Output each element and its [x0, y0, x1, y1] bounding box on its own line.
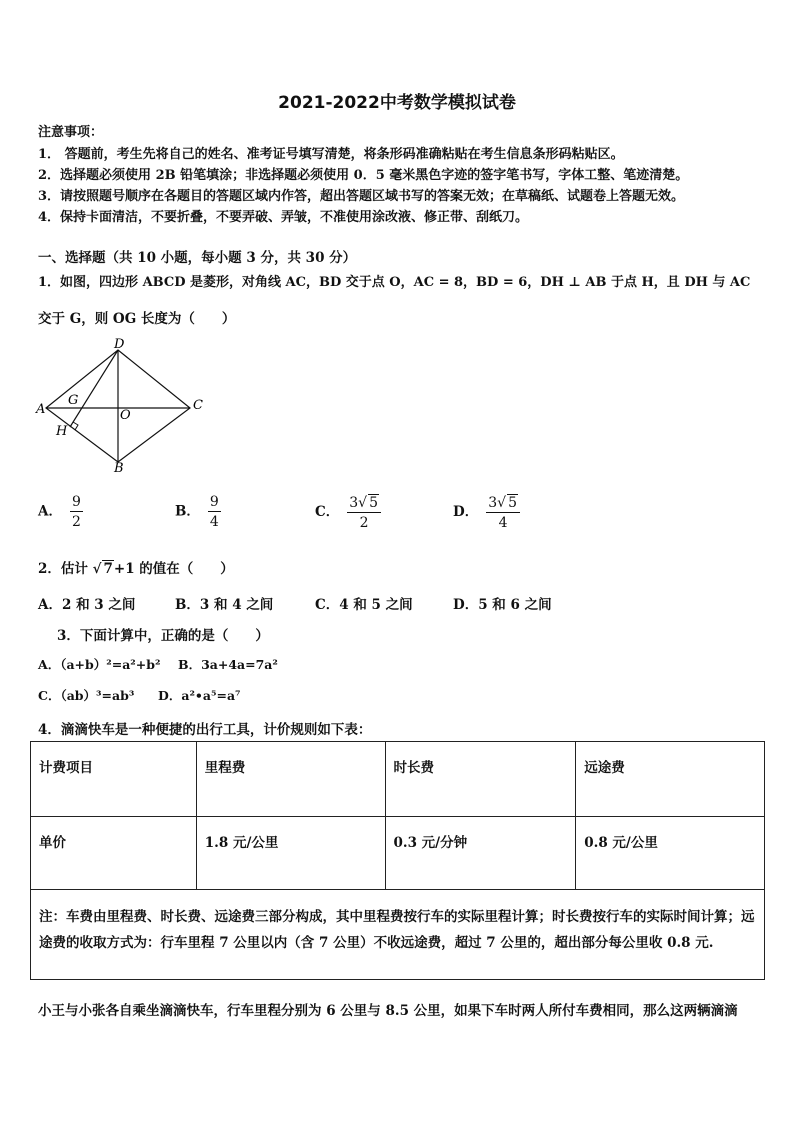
table-cell: 单价	[31, 817, 197, 890]
q2-option-d[interactable]: D．5 和 6 之间	[453, 597, 552, 613]
label-d: D	[114, 338, 125, 352]
q2-option-b[interactable]: B．3 和 4 之间	[175, 597, 274, 613]
note-item: 3．请按照题号顺序在各题目的答题区域内作答，超出答题区域书写的答案无效；在草稿纸、试题卷上答题无效。	[38, 189, 685, 204]
note-item: 1． 答题前，考生先将自己的姓名、准考证号填写清楚，将条形码准确粘贴在考生信息条形码粘贴区。	[38, 147, 624, 162]
table-row	[31, 817, 765, 890]
section-heading: 一、选择题（共 10 小题，每小题 3 分，共 30 分）	[38, 250, 357, 266]
label-g: G	[68, 393, 79, 408]
q1-option-b[interactable]: B． $\frac{9}{4}$	[175, 494, 219, 530]
q1-stem-line2: 交于 G，则 OG 长度为（ ）	[38, 311, 236, 327]
q4-continuation: 小王与小张各自乘坐滴滴快车，行车里程分别为 6 公里与 8.5 公里，如果下车时两人所付车费相同，那么这两辆滴滴	[38, 1003, 738, 1019]
q1-stem-line1: 1．如图，四边形 ABCD 是菱形，对角线 AC，BD 交于点 O，AC = 8，BD = 6，DH ⊥ AB 于点 H，且 DH 与 AC	[38, 275, 751, 290]
table-cell: 0.3 元/分钟	[385, 817, 576, 890]
table-header-cell: 时长费	[385, 742, 576, 817]
q2-stem: 2．估计 √ 7+1 的值在（ ）	[38, 561, 234, 577]
q1-option-a[interactable]: A． $\frac{9}{2}$	[38, 494, 81, 530]
q3-option-d[interactable]: D．a²•a⁵=a⁷	[158, 688, 241, 703]
page-title: 2021-2022中考数学模拟试卷	[278, 93, 516, 113]
table-header-cell: 里程费	[196, 742, 385, 817]
rhombus-figure	[34, 338, 209, 473]
table-row	[31, 890, 765, 980]
table-note: 注：车费由里程费、时长费、远途费三部分构成，其中里程费按行车的实际里程计算；时长费按行车的实际时间计算；远途费的收取方式为：行车里程 7 公里以内（含 7 公里）不收远途费，超过 7 公里的，超出部分每公里收 0.8 元.	[31, 890, 765, 980]
notes-heading: 注意事项：	[38, 125, 104, 140]
table-cell: 1.8 元/公里	[196, 817, 385, 890]
q2-option-a[interactable]: A．2 和 3 之间	[38, 597, 136, 613]
note-item: 2．选择题必须使用 2B 铅笔填涂；非选择题必须使用 0．5 毫米黑色字迹的签字笔书写，字体工整、笔迹清楚。	[38, 168, 689, 183]
label-c: C	[193, 398, 203, 413]
label-h: H	[56, 424, 68, 439]
table-cell: 0.8 元/公里	[576, 817, 765, 890]
label-a: A	[36, 402, 46, 417]
q1-option-d[interactable]: D． $\frac{3√ 5}{4}$	[453, 494, 520, 531]
note-item: 4．保持卡面清洁，不要折叠，不要弄破、弄皱，不准使用涂改液、修正带、刮纸刀。	[38, 210, 529, 225]
q3-option-a[interactable]: A．（a+b）²=a²+b²	[38, 657, 161, 672]
table-header-cell: 远途费	[576, 742, 765, 817]
fare-table	[30, 741, 765, 980]
q1-option-c[interactable]: C． $\frac{3√ 5}{2}$	[315, 494, 381, 531]
segment-dh	[70, 350, 118, 427]
table-header-cell: 计费项目	[31, 742, 197, 817]
q3-option-b[interactable]: B．3a+4a=7a²	[178, 657, 278, 672]
q3-stem: 3．下面计算中，正确的是（ ）	[57, 628, 269, 644]
label-o: O	[120, 408, 131, 423]
q4-stem: 4．滴滴快车是一种便捷的出行工具，计价规则如下表：	[38, 722, 372, 738]
q3-option-c[interactable]: C．（ab）³=ab³	[38, 688, 135, 703]
table-row	[31, 742, 765, 817]
label-b: B	[114, 461, 124, 473]
q2-option-c[interactable]: C．4 和 5 之间	[315, 597, 413, 613]
